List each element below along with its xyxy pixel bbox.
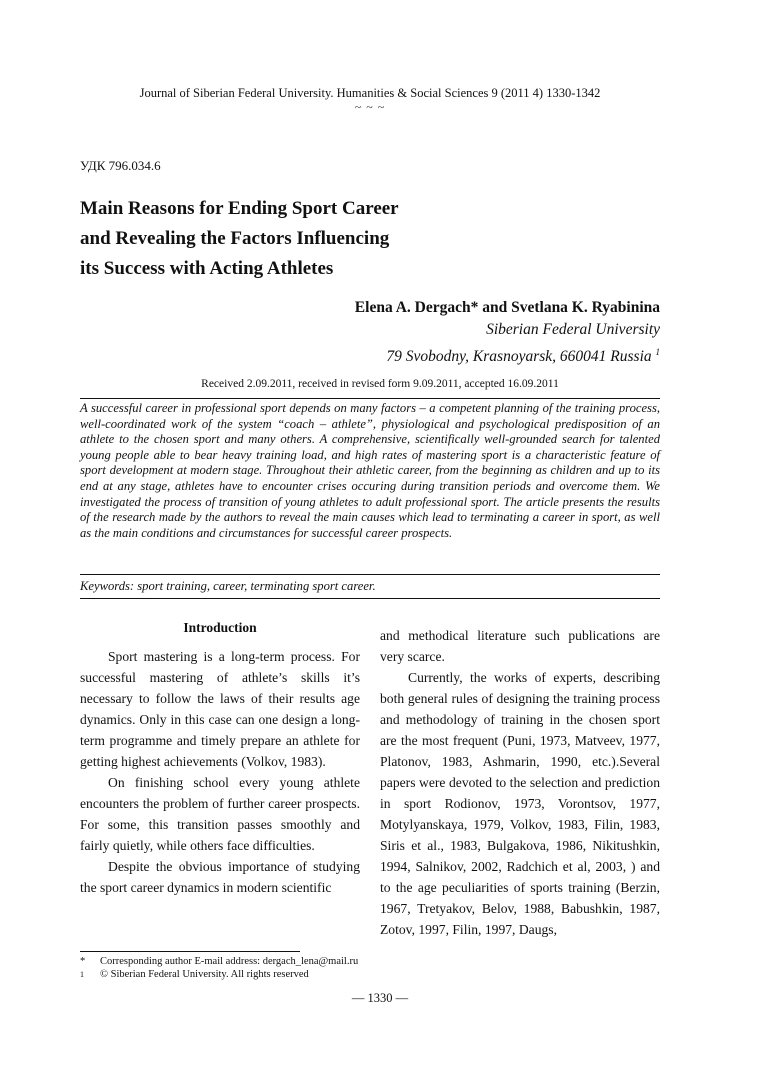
footnote xyxy=(80,955,358,968)
body-paragraph: Sport mastering is a long-term process. For successful mastering of athlete’s skills it’s necessary to follow the laws of their results age dynamics. Only in this case can one design a long-term programme and timely prepare an athlete for getting highest achievements (Volkov, 1983). xyxy=(80,649,360,769)
journal-header: Journal of Siberian Federal University. Humanities & Social Sciences 9 (2011 4) 1330-1342 xyxy=(139,86,601,100)
body-paragraph: and methodical literature such publications are very scarce. xyxy=(380,628,660,664)
address: 79 Svobodny, Krasnoyarsk, 660041 Russia xyxy=(386,348,652,366)
address-footnote-mark: 1 xyxy=(655,347,660,357)
right-column xyxy=(380,625,660,940)
affiliation: Siberian Federal University xyxy=(486,321,660,338)
keywords: Keywords: sport training, career, terminating sport career. xyxy=(80,579,376,593)
footnote xyxy=(80,968,358,981)
body-paragraph: On finishing school every young athlete encounters the problem of further career prospects. For some, this transition passes smoothly and fairly quietly, while others face difficulties. xyxy=(80,775,360,853)
footnote-mark: 1 xyxy=(80,970,84,979)
keywords-top-rule xyxy=(80,574,660,575)
address-line xyxy=(355,341,660,368)
section-heading-introduction: Introduction xyxy=(183,620,257,635)
received-dates: Received 2.09.2011, received in revised form 9.09.2011, accepted 16.09.2011 xyxy=(201,378,559,390)
article-title xyxy=(80,194,399,284)
udk-code: УДК 796.034.6 xyxy=(80,158,161,173)
left-column xyxy=(80,646,360,898)
footnote-rule xyxy=(80,951,300,952)
title-line-2: and Revealing the Factors Influencing xyxy=(80,228,390,249)
abstract: A successful career in professional sport depends on many factors – a competent planning of the training process, well-coordinated work of the system “coach – athlete”, physiological and psychological predisposition of an athlete to the chosen sport and many others. A comprehensive, scientifically well-grounded search for talented young people able to bear heavy training load, and high rates of mastering sport is a characteristic feature of sport development at modern stage. Throughout their athletic career, from the beginning as children and up to its end at any stage, athletes have to encounter crises occuring during transition periods and overcome them. We investigated the process of transition of young athletes to adult professional sport. The article presents the results of the research made by the authors to reveal the main causes which lead to terminating a career in sport, as well as the main conditions and circumstances for successful career prospects. xyxy=(80,401,660,540)
author-names: Elena A. Dergach* and Svetlana K. Ryabinina xyxy=(354,299,660,316)
footnote-text: © Siberian Federal University. All rights reserved xyxy=(100,969,309,980)
title-line-1: Main Reasons for Ending Sport Career xyxy=(80,198,399,219)
body-paragraph: Currently, the works of experts, describing both general rules of designing the training process and methodology of training in the chosen sport are the most frequent (Puni, 1973, Matveev, 1977, Platonov, 1983, Ashmarin, 1990, etc.).Several papers were devoted to the selection and prediction in sport Rodionov, 1973, Vorontsov, 1977, Motylyanskaya, 1979, Volkov, 1983, Filin, 1983, Siris et al., 1983, Bulgakova, 1986, Nikitushkin, 1994, Salnikov, 2002, Radchich et al, 2003, ) and to the age peculiarities of sports training (Berzin, 1967, Tretyakov, Belov, 1988, Babushkin, 1987, Zotov, 1997, Filin, 1997, Daugs, xyxy=(380,670,660,937)
footnote-mark: * xyxy=(80,956,86,967)
footnote-text: Corresponding author E-mail address: dergach_lena@mail.ru xyxy=(100,956,359,967)
header-separator: ~ ~ ~ xyxy=(354,100,386,114)
title-line-3: its Success with Acting Athletes xyxy=(80,258,334,279)
body-paragraph: Despite the obvious importance of studying the sport career dynamics in modern scientific xyxy=(80,859,360,895)
footnotes xyxy=(80,955,358,981)
abstract-top-rule xyxy=(80,398,660,399)
author-block xyxy=(355,297,660,368)
page-number: — 1330 — xyxy=(351,991,409,1005)
keywords-bottom-rule xyxy=(80,598,660,599)
